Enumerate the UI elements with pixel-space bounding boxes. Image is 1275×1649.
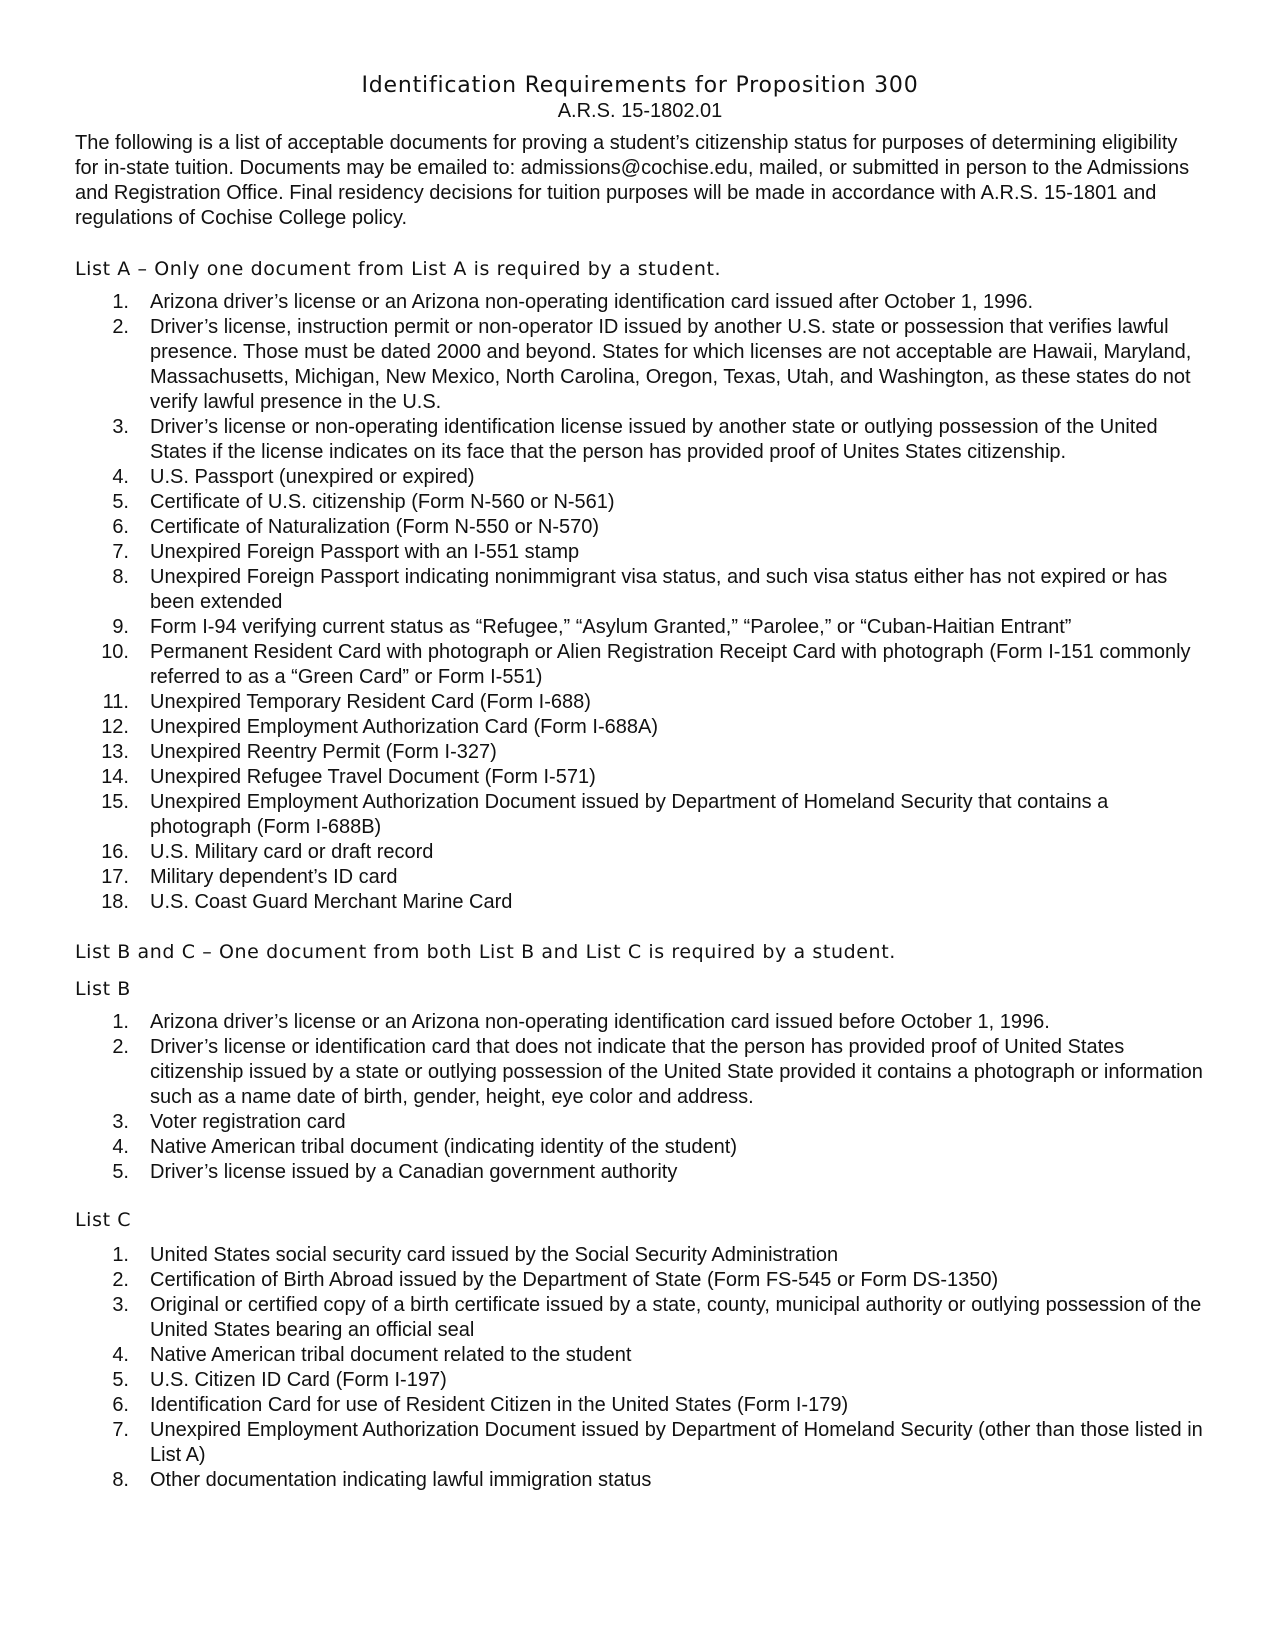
list-item-text: Arizona driver’s license or an Arizona non-operating identification card issued before October 1, 1996. bbox=[150, 1011, 1050, 1033]
list-item bbox=[75, 290, 1205, 315]
list-item-text: Voter registration card bbox=[150, 1111, 346, 1133]
list-item-number: 9. bbox=[112, 616, 129, 638]
list-item-text: Certification of Birth Abroad issued by the Department of State (Form FS-545 or Form DS-1350) bbox=[150, 1269, 999, 1291]
list-item bbox=[75, 490, 1205, 515]
list-item-text: Permanent Resident Card with photograph or Alien Registration Receipt Card with photograph (Form I-151 commonly referred to as a “Green Card” or Form I-551) bbox=[150, 641, 1191, 688]
list-item-number: 1. bbox=[112, 291, 129, 313]
list-item bbox=[75, 765, 1205, 790]
list-item bbox=[75, 640, 1205, 690]
list-item-text: Unexpired Foreign Passport indicating nonimmigrant visa status, and such visa status either has not expired or has been extended bbox=[150, 566, 1168, 613]
document-title: Identification Requirements for Proposition 300 bbox=[361, 73, 919, 98]
document-page bbox=[75, 72, 1205, 1493]
list-item bbox=[75, 1110, 1205, 1135]
list-item-text: Certificate of U.S. citizenship (Form N-560 or N-561) bbox=[150, 491, 615, 513]
list-item-text: U.S. Coast Guard Merchant Marine Card bbox=[150, 891, 513, 913]
list-item-number: 8. bbox=[112, 1469, 129, 1491]
list-item bbox=[75, 615, 1205, 640]
list-item-number: 5. bbox=[112, 491, 129, 513]
list-item-text: Native American tribal document related to the student bbox=[150, 1344, 632, 1366]
list-item-text: Unexpired Temporary Resident Card (Form I-688) bbox=[150, 691, 591, 713]
list-item-text: Unexpired Employment Authorization Document issued by Department of Homeland Security that contains a photograph (Form I-688B) bbox=[150, 791, 1109, 838]
list-item bbox=[75, 315, 1205, 415]
list-item bbox=[75, 1010, 1205, 1035]
list-item-number: 10. bbox=[101, 641, 129, 663]
list-b-heading: List B bbox=[75, 978, 131, 1000]
list-item-text: Original or certified copy of a birth certificate issued by a state, county, municipal authority or outlying possession of the United States bearing an official seal bbox=[150, 1294, 1202, 1341]
list-item-number: 4. bbox=[112, 1344, 129, 1366]
list-item-number: 7. bbox=[112, 541, 129, 563]
list-item bbox=[75, 1343, 1205, 1368]
list-item bbox=[75, 1035, 1205, 1110]
list-item bbox=[75, 1393, 1205, 1418]
list-item-number: 17. bbox=[101, 866, 129, 888]
intro-paragraph: The following is a list of acceptable documents for proving a student’s citizenship status for purposes of determining eligibility for in-state tuition. Documents may be emailed to: admissions@cochise.edu, mailed, or submitted in person to the Admissions and Registration Office. Final residency decisions for tuition purposes will be made in accordance with A.R.S. 15-1801 and regulations of Cochise College policy. bbox=[75, 132, 1190, 229]
list-item bbox=[75, 515, 1205, 540]
list-item bbox=[75, 715, 1205, 740]
list-item-number: 7. bbox=[112, 1419, 129, 1441]
list-item-text: Driver’s license issued by a Canadian government authority bbox=[150, 1161, 678, 1183]
list-item bbox=[75, 1418, 1205, 1468]
list-item-number: 3. bbox=[112, 1294, 129, 1316]
list-item-text: Unexpired Refugee Travel Document (Form I-571) bbox=[150, 766, 596, 788]
document-subtitle: A.R.S. 15-1802.01 bbox=[557, 100, 723, 122]
list-item bbox=[75, 1160, 1205, 1185]
list-item-text: U.S. Citizen ID Card (Form I-197) bbox=[150, 1369, 447, 1391]
list-item-text: Unexpired Employment Authorization Card (Form I-688A) bbox=[150, 716, 658, 738]
list-item bbox=[75, 1135, 1205, 1160]
list-item-number: 4. bbox=[112, 1136, 129, 1158]
list-item-text: Military dependent’s ID card bbox=[150, 866, 398, 888]
list-a bbox=[75, 290, 1205, 915]
list-item-text: Form I-94 verifying current status as “Refugee,” “Asylum Granted,” “Parolee,” or “Cuban-Haitian Entrant” bbox=[150, 616, 1072, 638]
list-bc-heading: List B and C – One document from both List B and List C is required by a student. bbox=[75, 941, 896, 963]
list-item-number: 6. bbox=[112, 516, 129, 538]
list-item bbox=[75, 415, 1205, 465]
list-item-text: Unexpired Reentry Permit (Form I-327) bbox=[150, 741, 497, 763]
list-item-text: Driver’s license or non-operating identification license issued by another state or outlying possession of the United States if the license indicates on its face that the person has provided proof of Unites States citizenship. bbox=[150, 416, 1158, 463]
list-item-text: Identification Card for use of Resident Citizen in the United States (Form I-179) bbox=[150, 1394, 849, 1416]
list-item-number: 3. bbox=[112, 1111, 129, 1133]
list-item-number: 18. bbox=[101, 891, 129, 913]
list-item-number: 1. bbox=[112, 1011, 129, 1033]
list-a-heading: List A – Only one document from List A is required by a student. bbox=[75, 258, 722, 280]
list-item bbox=[75, 865, 1205, 890]
list-item-text: United States social security card issued by the Social Security Administration bbox=[150, 1244, 839, 1266]
list-item-number: 15. bbox=[101, 791, 129, 813]
list-item bbox=[75, 540, 1205, 565]
list-item bbox=[75, 465, 1205, 490]
list-item bbox=[75, 840, 1205, 865]
list-item bbox=[75, 1368, 1205, 1393]
list-item bbox=[75, 1268, 1205, 1293]
list-item-number: 8. bbox=[112, 566, 129, 588]
list-c bbox=[75, 1243, 1205, 1493]
list-item bbox=[75, 1468, 1205, 1493]
list-item-number: 4. bbox=[112, 466, 129, 488]
list-item-text: Driver’s license or identification card that does not indicate that the person has provided proof of United States citizenship issued by a state or outlying possession of the United State provided it contains a photograph or information such as a name date of birth, gender, height, eye color and address. bbox=[150, 1036, 1203, 1108]
list-item-number: 12. bbox=[101, 716, 129, 738]
list-item-number: 6. bbox=[112, 1394, 129, 1416]
list-item-number: 16. bbox=[101, 841, 129, 863]
list-item bbox=[75, 1293, 1205, 1343]
list-item-number: 5. bbox=[112, 1369, 129, 1391]
list-item-text: Native American tribal document (indicating identity of the student) bbox=[150, 1136, 737, 1158]
list-item-number: 1. bbox=[112, 1244, 129, 1266]
list-item-number: 13. bbox=[101, 741, 129, 763]
list-item-number: 3. bbox=[112, 416, 129, 438]
list-item-text: Other documentation indicating lawful immigration status bbox=[150, 1469, 652, 1491]
list-item bbox=[75, 790, 1205, 840]
list-item-number: 14. bbox=[101, 766, 129, 788]
list-item bbox=[75, 890, 1205, 915]
list-b bbox=[75, 1010, 1205, 1185]
list-item-text: Arizona driver’s license or an Arizona non-operating identification card issued after October 1, 1996. bbox=[150, 291, 1034, 313]
list-item-text: Unexpired Employment Authorization Document issued by Department of Homeland Security (other than those listed in List A) bbox=[150, 1419, 1203, 1466]
list-item-number: 2. bbox=[112, 1036, 129, 1058]
list-item-text: U.S. Passport (unexpired or expired) bbox=[150, 466, 475, 488]
list-item-text: U.S. Military card or draft record bbox=[150, 841, 434, 863]
list-item bbox=[75, 690, 1205, 715]
list-item-text: Driver’s license, instruction permit or non-operator ID issued by another U.S. state or possession that verifies lawful presence. Those must be dated 2000 and beyond. States for which licenses are not acceptable are Hawaii, Maryland, Massachusetts, Michigan, New Mexico, North Carolina, Oregon, Texas, Utah, and Washington, as these states do not verify lawful presence in the U.S. bbox=[150, 316, 1192, 413]
list-item-number: 11. bbox=[102, 691, 129, 713]
list-item-text: Certificate of Naturalization (Form N-550 or N-570) bbox=[150, 516, 600, 538]
list-item-text: Unexpired Foreign Passport with an I-551 stamp bbox=[150, 541, 580, 563]
list-item-number: 2. bbox=[112, 316, 129, 338]
list-item bbox=[75, 565, 1205, 615]
list-item-number: 5. bbox=[112, 1161, 129, 1183]
list-c-heading: List C bbox=[75, 1209, 132, 1231]
list-item bbox=[75, 1243, 1205, 1268]
list-item bbox=[75, 740, 1205, 765]
list-item-number: 2. bbox=[112, 1269, 129, 1291]
